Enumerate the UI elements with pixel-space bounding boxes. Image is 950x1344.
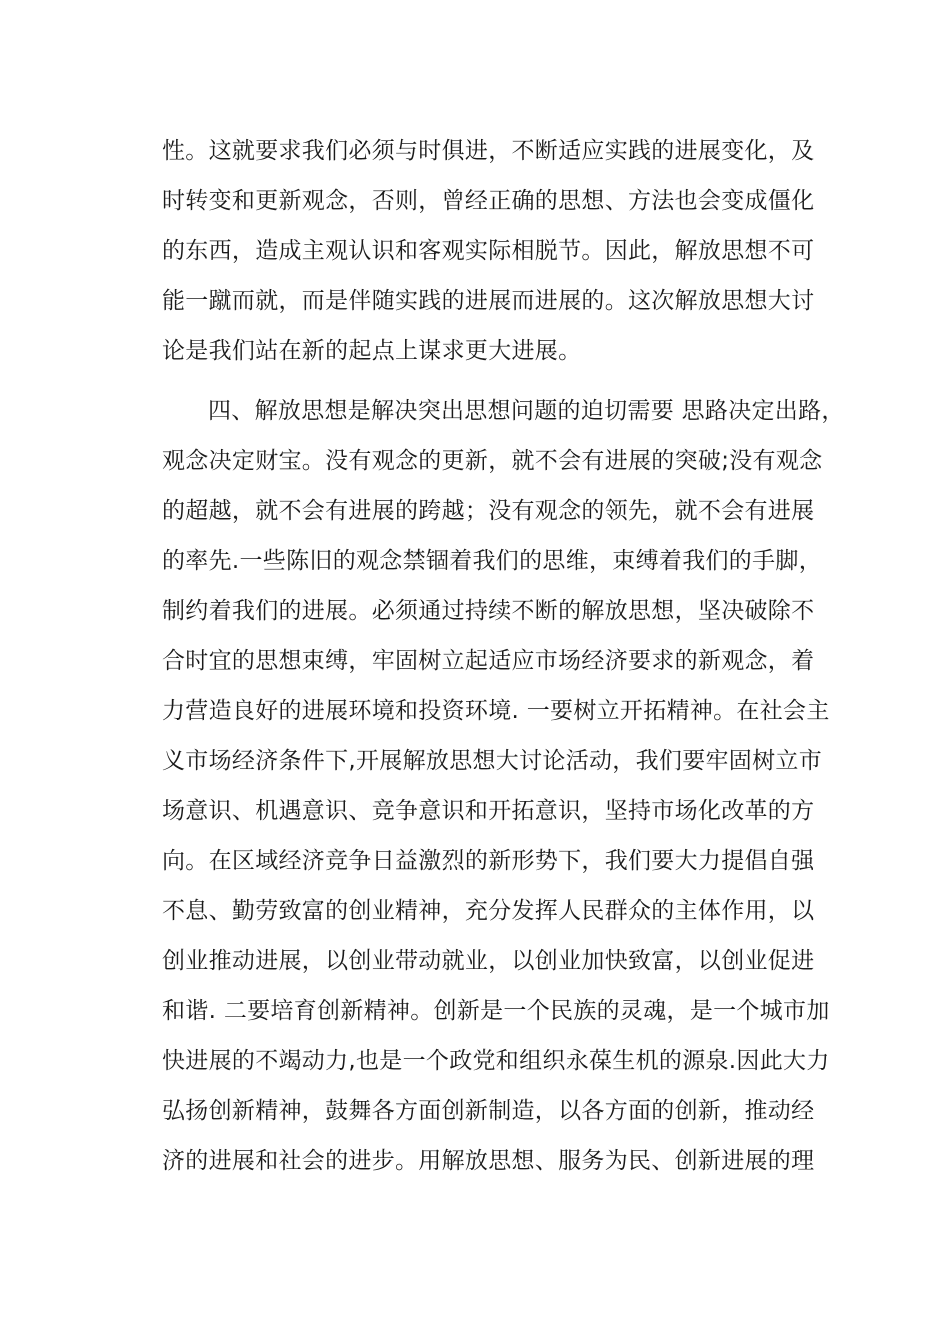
paragraph-2-line-11: 不息、勤劳致富的创业精神，充分发挥人民群众的主体作用，以	[162, 898, 815, 924]
paragraph-1-line-1: 性。这就要求我们必须与时俱进，不断适应实践的进展变化，及	[162, 138, 815, 164]
paragraph-2-line-4: 的率先.一些陈旧的观念禁锢着我们的思维，束缚着我们的手脚，	[162, 548, 823, 574]
paragraph-2-line-14: 快进展的不竭动力,也是一个政党和组织永葆生机的源泉.因此大力	[162, 1048, 830, 1074]
paragraph-2-line-3: 的超越，就不会有进展的跨越；没有观念的领先，就不会有进展	[162, 498, 815, 524]
paragraph-1-line-5: 论是我们站在新的起点上谋求更大进展。	[162, 338, 582, 364]
paragraph-2-line-16: 济的进展和社会的进步。用解放思想、服务为民、创新进展的理	[162, 1148, 815, 1174]
paragraph-2-line-7: 力营造良好的进展环境和投资环境. 一要树立开拓精神。在社会主	[162, 698, 830, 724]
paragraph-2-line-9: 场意识、机遇意识、竞争意识和开拓意识，坚持市场化改革的方	[162, 798, 815, 824]
paragraph-2-line-2: 观念决定财宝。没有观念的更新，就不会有进展的突破;没有观念	[162, 448, 823, 474]
paragraph-1-line-2: 时转变和更新观念，否则，曾经正确的思想、方法也会变成僵化	[162, 188, 815, 214]
paragraph-2-line-13: 和谐. 二要培育创新精神。创新是一个民族的灵魂，是一个城市加	[162, 998, 830, 1024]
paragraph-2-line-12: 创业推动进展，以创业带动就业，以创业加快致富，以创业促进	[162, 948, 815, 974]
paragraph-1-line-4: 能一蹴而就，而是伴随实践的进展而进展的。这次解放思想大讨	[162, 288, 815, 314]
paragraph-2-line-1: 四、解放思想是解决突出思想问题的迫切需要 思路决定出路，	[208, 398, 845, 424]
paragraph-2-line-6: 合时宜的思想束缚，牢固树立起适应市场经济要求的新观念，着	[162, 648, 815, 674]
paragraph-2-line-8: 义市场经济条件下,开展解放思想大讨论活动，我们要牢固树立市	[162, 748, 823, 774]
paragraph-2-line-5: 制约着我们的进展。必须通过持续不断的解放思想，坚决破除不	[162, 598, 815, 624]
paragraph-1-line-3: 的东西，造成主观认识和客观实际相脱节。因此，解放思想不可	[162, 238, 815, 264]
paragraph-2-line-10: 向。在区域经济竞争日益激烈的新形势下，我们要大力提倡自强	[162, 848, 815, 874]
paragraph-2-line-15: 弘扬创新精神，鼓舞各方面创新制造，以各方面的创新，推动经	[162, 1098, 815, 1124]
